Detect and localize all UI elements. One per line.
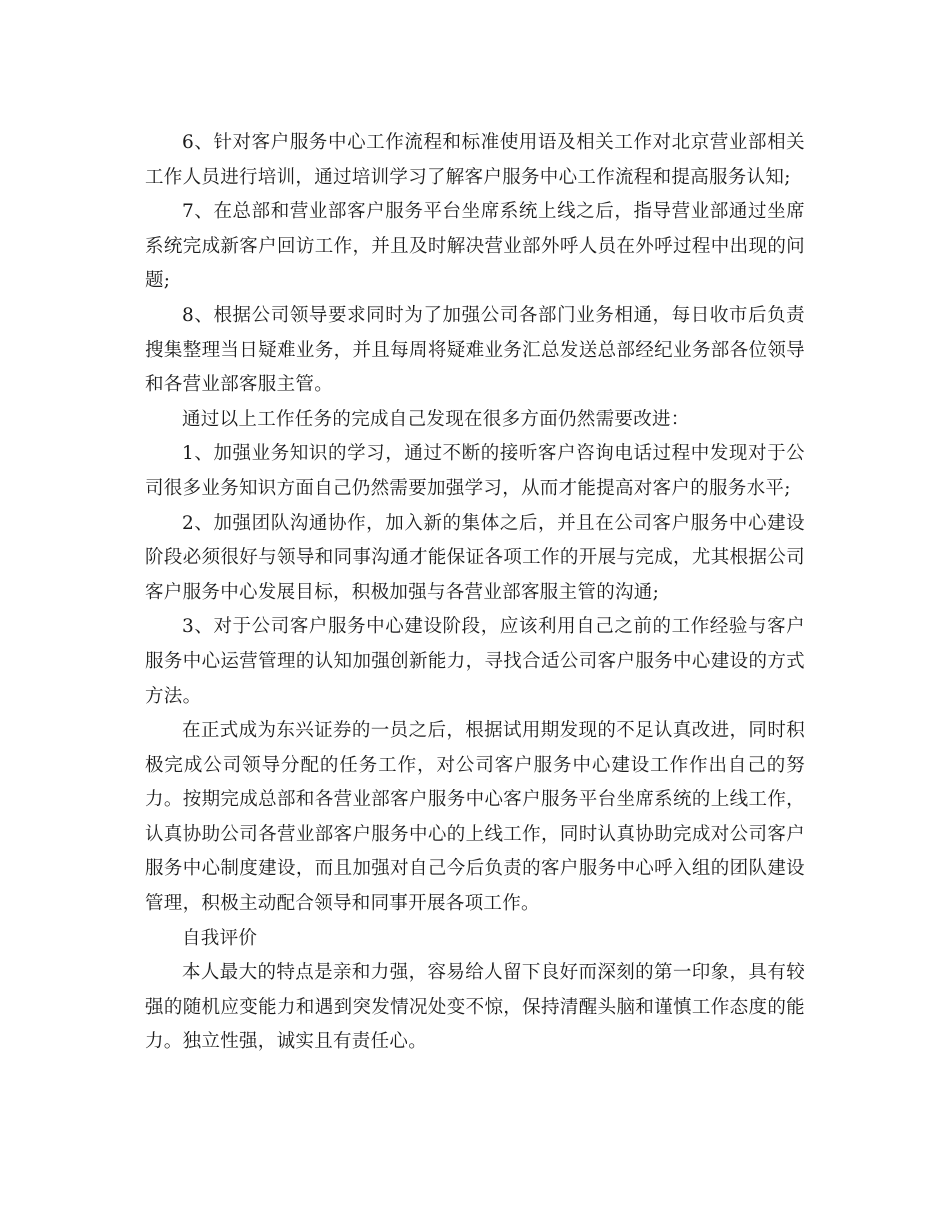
document-body	[145, 126, 805, 1060]
paragraph-improve-2: 2、加强团队沟通协作，加入新的集体之后，并且在公司客户服务中心建设阶段必须很好与领导和同事沟通才能保证各项工作的开展与完成，尤其根据公司客户服务中心发展目标，积极加强与各营业部客服主管的沟通;	[145, 512, 805, 603]
paragraph-improve-3: 3、对于公司客户服务中心建设阶段，应该利用自己之前的工作经验与客户服务中心运营管理的认知加强创新能力，寻找合适公司客户服务中心建设的方式方法。	[145, 616, 805, 707]
paragraph-item-7-system-guidance: 7、在总部和营业部客户服务平台坐席系统上线之后，指导营业部通过坐席系统完成新客户回访工作，并且及时解决营业部外呼人员在外呼过程中出现的问题;	[145, 201, 805, 292]
paragraph-self-evaluation: 本人最大的特点是亲和力强，容易给人留下良好而深刻的第一印象，具有较强的随机应变能力和遇到突发情况处变不惊，保持清醒头脑和谨慎工作态度的能力。独立性强，诚实且有责任心。	[145, 962, 805, 1053]
paragraph-item-8-difficult-business: 8、根据公司领导要求同时为了加强公司各部门业务相通，每日收市后负责搜集整理当日疑难业务，并且每周将疑难业务汇总发送总部经纪业务部各位领导和各营业部客服主管。	[145, 304, 805, 396]
section-heading-self-evaluation: 自我评价	[182, 927, 258, 949]
paragraph-item-6-training: 6、针对客户服务中心工作流程和标准使用语及相关工作对北京营业部相关工作人员进行培训，通过培训学习了解客户服务中心工作流程和提高服务认知;	[145, 132, 805, 188]
paragraph-improvement-intro: 通过以上工作任务的完成自己发现在很多方面仍然需要改进：	[182, 408, 690, 430]
paragraph-future-plan: 在正式成为东兴证券的一员之后，根据试用期发现的不足认真改进，同时积极完成公司领导分配的任务工作，对公司客户服务中心建设工作作出自己的努力。按期完成总部和各营业部客户服务中心客户服务平台坐席系统的上线工作，认真协助公司各营业部客户服务中心的上线工作，同时认真协助完成对公司客户服务中心制度建设，而且加强对自己今后负责的客户服务中心呼入组的团队建设管理，积极主动配合领导和同事开展各项工作。	[145, 720, 805, 915]
paragraph-improve-1: 1、加强业务知识的学习，通过不断的接听客户咨询电话过程中发现对于公司很多业务知识方面自己仍然需要加强学习，从而才能提高对客户的服务水平;	[145, 443, 805, 499]
